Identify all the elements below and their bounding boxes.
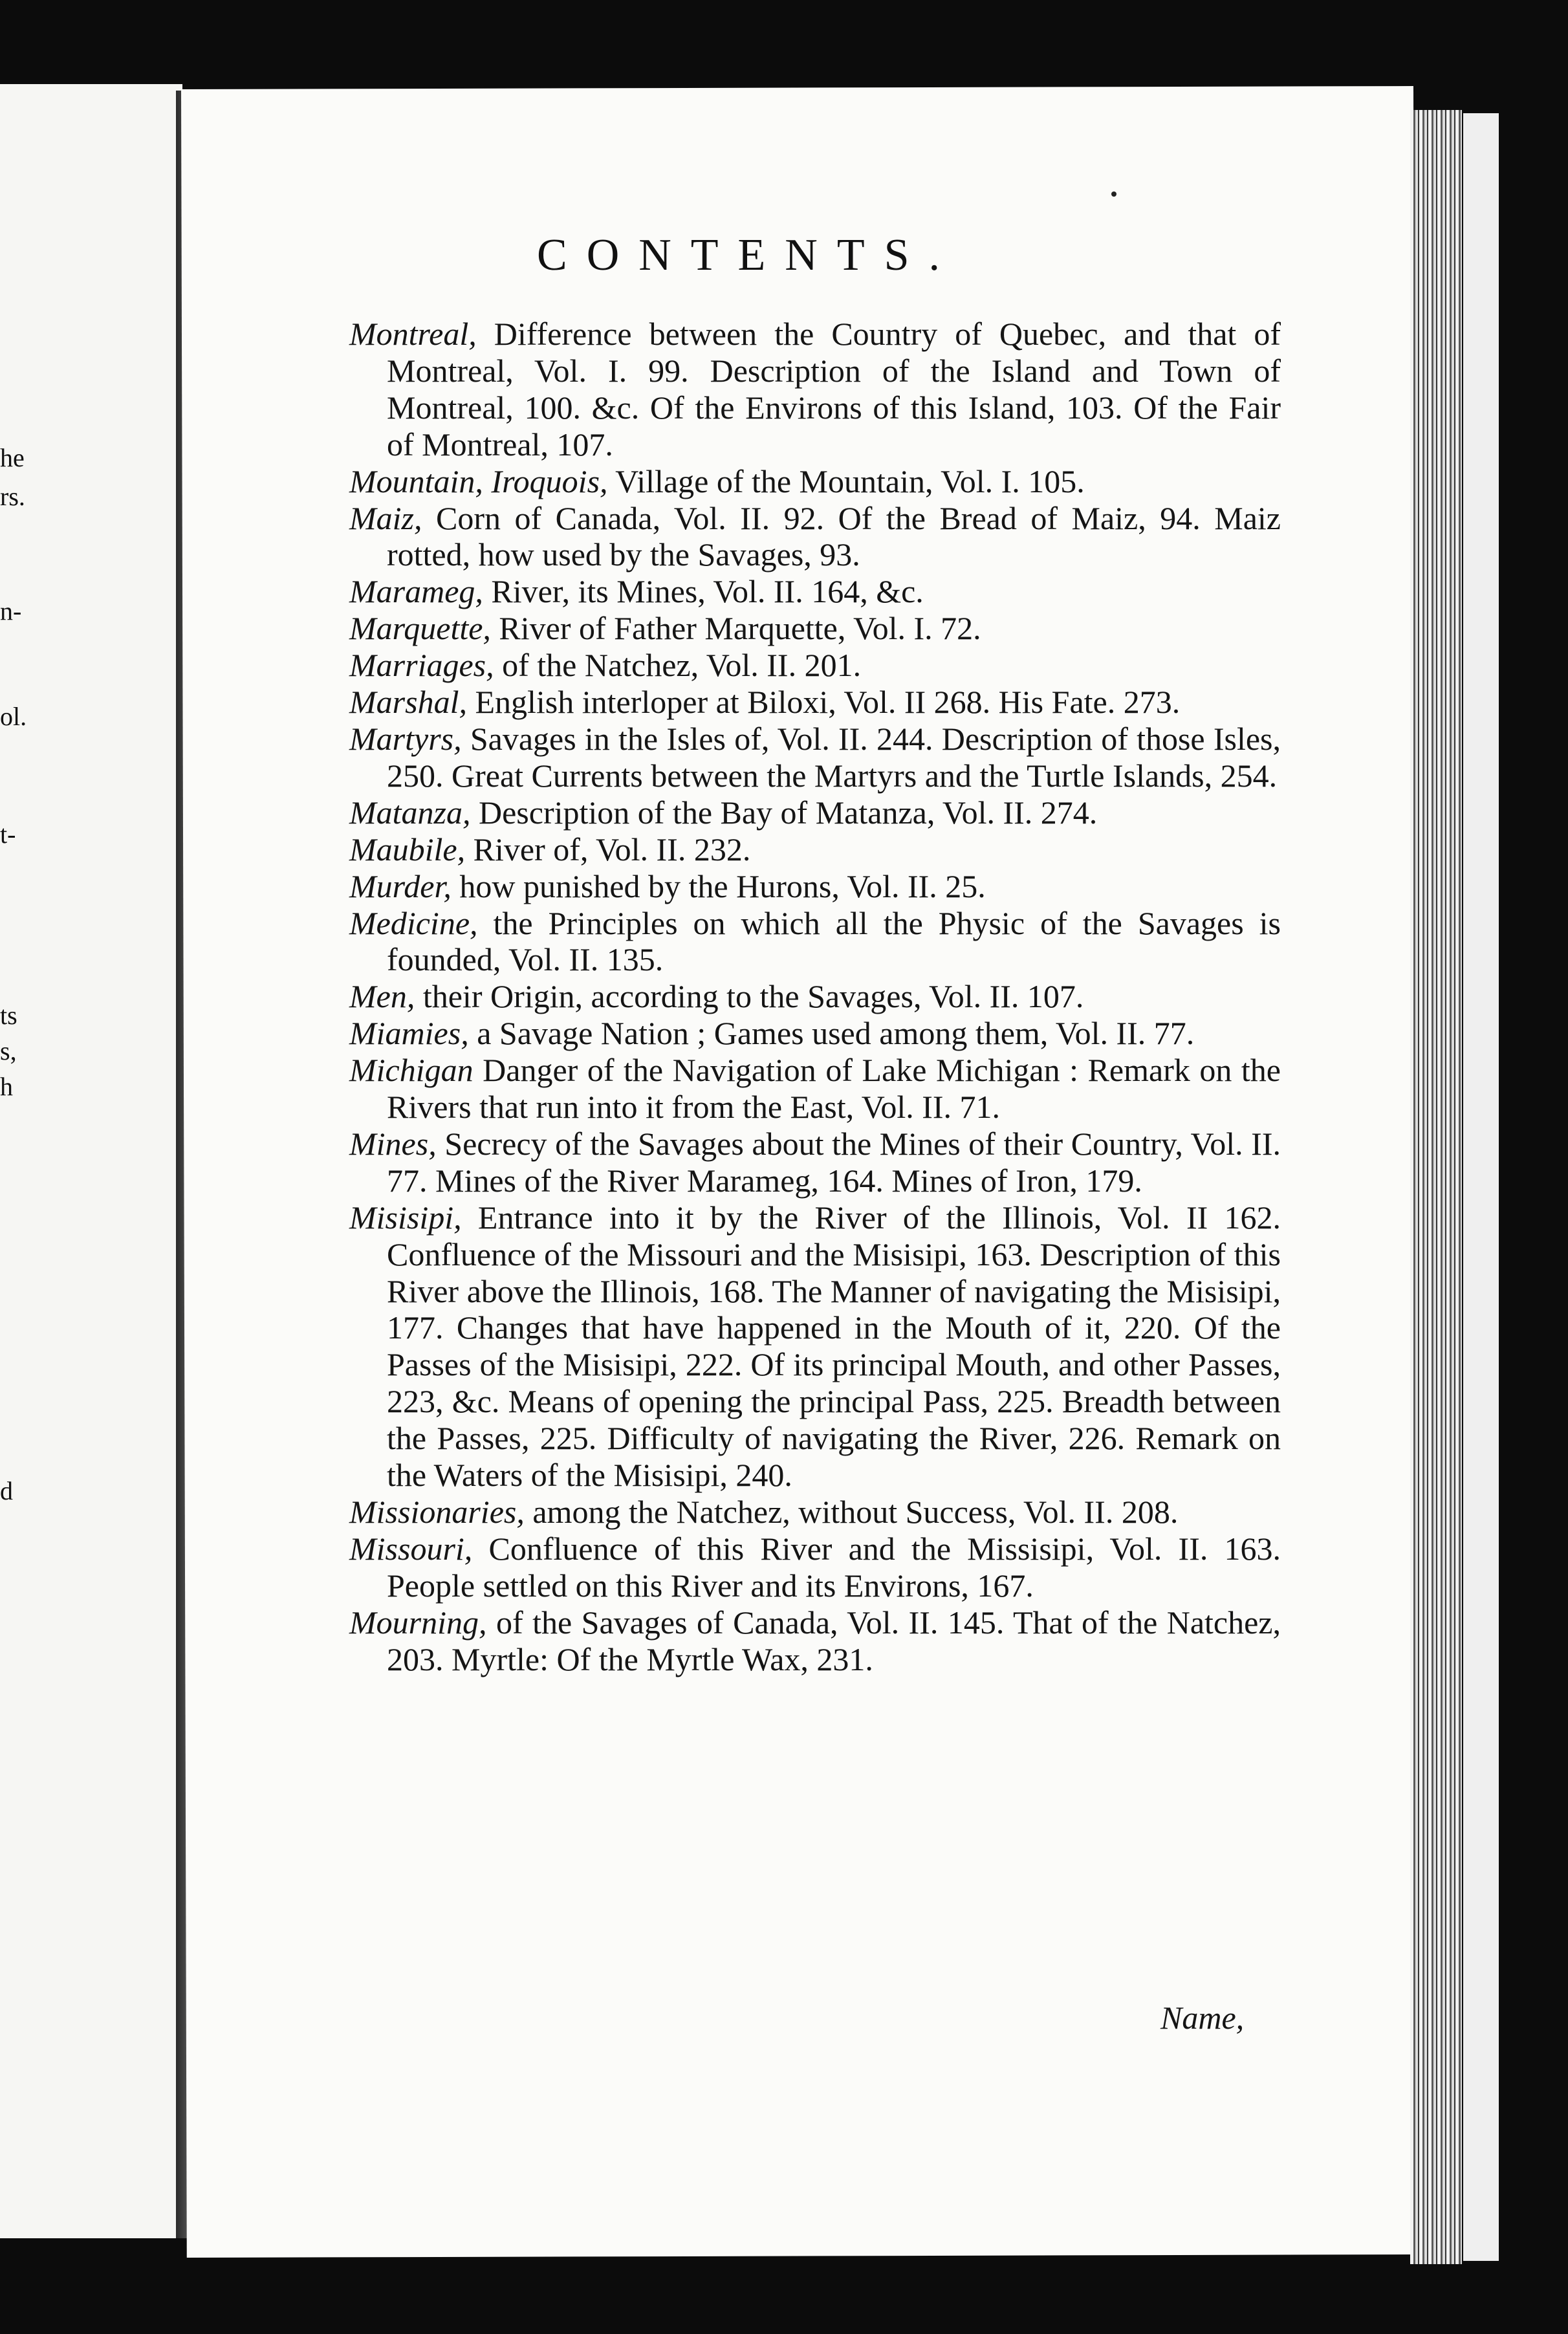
entry-text: among the Natchez, without Success, Vol. II. 208. [532, 1494, 1179, 1530]
entry-text: Secrecy of the Savages about the Mines of their Country, Vol. II. 77. Mines of the River Marameg, 164. Mines of Iron, 179. [387, 1125, 1281, 1199]
left-edge-fragment: h [0, 1072, 13, 1101]
entry-headword: Martyrs, [349, 720, 462, 757]
index-entry [349, 647, 1281, 684]
index-entry [349, 905, 1281, 979]
entry-headword: Mourning, [349, 1604, 487, 1641]
entry-text: River of, Vol. II. 232. [473, 831, 751, 867]
entry-text: Village of the Mountain, Vol. I. 105. [615, 463, 1085, 499]
entry-text: of the Natchez, Vol. II. 201. [502, 647, 862, 684]
left-edge-fragment: t- [0, 820, 16, 849]
entry-headword: Maubile, [349, 831, 466, 867]
entry-text: Confluence of this River and the Missisipi, Vol. II. 163. People settled on this River and its Environs, 167. [387, 1530, 1281, 1604]
entry-text: English interloper at Biloxi, Vol. II 268. His Fate. 273. [475, 684, 1181, 721]
page-stack-edge-light [1463, 113, 1499, 2261]
index-entry [349, 610, 1281, 647]
page-stack-edge [1410, 110, 1462, 2264]
catchword: Name, [1160, 2000, 1245, 2036]
index-entry [349, 721, 1281, 794]
index-entry [349, 794, 1281, 831]
ink-speck [1111, 191, 1116, 197]
index-entry [349, 1531, 1281, 1604]
index-entry [349, 684, 1281, 721]
entry-headword: Medicine, [349, 904, 478, 941]
entry-headword: Michigan [349, 1052, 474, 1089]
index-entry [349, 463, 1281, 500]
left-edge-fragment: ts [0, 1001, 17, 1030]
index-entry [349, 1604, 1281, 1678]
index-entry [349, 831, 1281, 868]
left-edge-fragment: he [0, 443, 25, 472]
index-entry [349, 1494, 1281, 1531]
index-entry [349, 500, 1281, 574]
entry-headword: Maiz, [349, 499, 422, 536]
entry-headword: Marameg, [349, 573, 483, 610]
left-edge-fragment: ol. [0, 702, 27, 731]
entry-headword: Marquette, [349, 610, 491, 647]
left-edge-fragment: rs. [0, 482, 25, 511]
entry-text: River, its Mines, Vol. II. 164, &c. [491, 573, 924, 610]
entry-headword: Marshal, [349, 684, 467, 721]
entry-headword: Matanza, [349, 794, 471, 831]
entry-text: River of Father Marquette, Vol. I. 72. [499, 610, 981, 647]
entry-headword: Men, [349, 978, 415, 1015]
index-entry [349, 868, 1281, 905]
entry-headword: Miamies, [349, 1015, 469, 1052]
left-edge-fragment: d [0, 1476, 13, 1505]
index-entry [349, 978, 1281, 1015]
entry-text: Description of the Bay of Matanza, Vol. II. 274. [479, 794, 1098, 831]
entry-text: Entrance into it by the River of the Illinois, Vol. II 162. Confluence of the Missouri and the Misisipi, 163. Description of this River above the Illinois, 168. The Manner of navigating the Misisipi, 177. Changes that have happened in the Mouth of it, 220. Of the Passes of the Misisipi, 222. Of its principal Mouth, and other Passes, 223, &c. Means of opening the principal Pass, 225. Breadth between the Passes, 225. Difficulty of navigating the River, 226. Remark on the Waters of the Misisipi, 240. [387, 1199, 1281, 1494]
entry-text: a Savage Nation ; Games used among them, Vol. II. 77. [477, 1015, 1195, 1052]
entry-text: Difference between the Country of Quebec, and that of Montreal, Vol. I. 99. Description of the Island and Town of Montreal, 100. &c. Of the Environs of this Island, 103. Of the Fair of Montreal, 107. [387, 316, 1281, 463]
index-entry [349, 573, 1281, 610]
index-entry [349, 1126, 1281, 1199]
entry-headword: Mines, [349, 1125, 437, 1162]
index-entry [349, 316, 1281, 463]
entry-headword: Montreal, [349, 316, 477, 352]
index-entries [349, 316, 1281, 1678]
entry-headword: Missouri, [349, 1530, 473, 1567]
entry-headword: Missionaries, [349, 1494, 525, 1530]
index-entry [349, 1015, 1281, 1052]
entry-text: Corn of Canada, Vol. II. 92. Of the Bread of Maiz, 94. Maiz rotted, how used by the Savages, 93. [387, 499, 1281, 573]
left-edge-fragment: s, [0, 1036, 17, 1065]
entry-headword: Mountain, Iroquois, [349, 463, 608, 499]
entry-text: of the Savages of Canada, Vol. II. 145. That of the Natchez, 203. Myrtle: Of the Myrtle Wax, 231. [387, 1604, 1281, 1677]
entry-text: Danger of the Navigation of Lake Michigan : Remark on the Rivers that run into it from the East, Vol. II. 71. [387, 1052, 1281, 1126]
left-facing-page [0, 84, 182, 2238]
entry-headword: Murder, [349, 867, 452, 904]
entry-headword: Marriages, [349, 647, 494, 684]
left-edge-fragment: n- [0, 596, 22, 626]
entry-headword: Misisipi, [349, 1199, 462, 1236]
index-entry [349, 1199, 1281, 1494]
entry-text: Savages in the Isles of, Vol. II. 244. Description of those Isles, 250. Great Currents between the Martyrs and the Turtle Islands, 254. [387, 720, 1281, 794]
page-title: CONTENTS. [537, 230, 960, 280]
index-entry [349, 1052, 1281, 1126]
entry-text: their Origin, according to the Savages, Vol. II. 107. [422, 978, 1084, 1015]
entry-text: the Principles on which all the Physic of the Savages is founded, Vol. II. 135. [387, 904, 1281, 978]
entry-text: how punished by the Hurons, Vol. II. 25. [459, 867, 986, 904]
